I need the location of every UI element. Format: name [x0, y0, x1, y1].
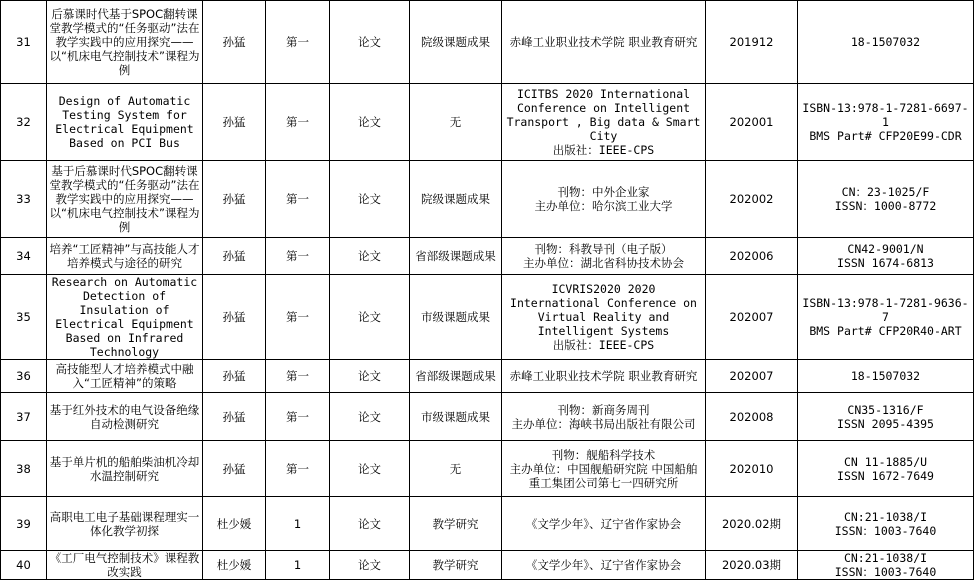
project-category-text: 市级课题成果	[421, 310, 490, 324]
publish-date-text: 202007	[729, 310, 774, 324]
row-number-text: 33	[16, 192, 31, 206]
publish-date	[706, 551, 798, 580]
paper-type-text: 论文	[358, 310, 381, 324]
paper-title-text: 基于后慕课时代SPOC翻转课堂教学模式的“任务驱动”法在教学实践中的应用探究——以“机床电气控制技术”课程为例	[49, 164, 200, 234]
row-number-text: 38	[16, 461, 31, 476]
author-rank	[266, 238, 330, 275]
publication-line: 刊物：舰船科学技术	[551, 447, 656, 462]
author-rank	[266, 360, 330, 393]
author-rank-text: 第一	[286, 310, 309, 324]
paper-title	[47, 441, 203, 497]
paper-title	[47, 360, 203, 393]
publish-date	[706, 360, 798, 393]
issn-info-line: ISSN：1003-7640	[834, 523, 937, 538]
publish-date	[706, 161, 798, 238]
author-text: 孙猛	[222, 310, 246, 324]
paper-type-text: 论文	[358, 35, 381, 49]
paper-title-text: 高技能型人才培养模式中融入“工匠精神”的策略	[55, 362, 194, 390]
project-category	[410, 238, 502, 275]
project-category	[410, 441, 502, 497]
author-rank	[266, 441, 330, 497]
author	[203, 360, 266, 393]
issn-info	[798, 1, 974, 84]
publication-line: 出版社：IEEE-CPS	[552, 338, 655, 352]
author-rank	[266, 393, 330, 441]
author-rank	[266, 551, 330, 580]
publication	[502, 161, 706, 238]
project-category	[410, 84, 502, 161]
paper-title-text: 培养“工匠精神”与高技能人才培养模式与途径的研究	[49, 242, 200, 270]
row-number	[1, 238, 47, 275]
row-number	[1, 161, 47, 238]
paper-type	[330, 1, 410, 84]
author-rank-text: 第一	[286, 115, 309, 129]
publish-date	[706, 238, 798, 275]
publish-date	[706, 84, 798, 161]
publication	[502, 551, 706, 580]
publish-date	[706, 275, 798, 360]
paper-type	[330, 161, 410, 238]
issn-info	[798, 551, 974, 580]
issn-info-line: CN42-9001/N	[847, 242, 924, 256]
paper-title-text: 基于红外技术的电气设备绝缘自动检测研究	[49, 402, 200, 431]
paper-title-text: 《工厂电气控制技术》课程教改实践	[49, 551, 200, 579]
publication	[502, 1, 706, 84]
publish-date	[706, 1, 798, 84]
table-row	[1, 551, 974, 580]
row-number-text: 35	[16, 310, 31, 324]
author-rank-text: 1	[293, 516, 302, 531]
author-text: 孙猛	[222, 35, 246, 49]
author-rank	[266, 84, 330, 161]
author-text: 孙猛	[222, 115, 246, 129]
publication-line: ICVRIS2020 2020 International Conference on Virtual Reality and Intelligent Systems	[510, 282, 697, 338]
paper-title	[47, 84, 203, 161]
author	[203, 393, 266, 441]
publication-line: 刊物：中外企业家	[557, 185, 650, 199]
issn-info	[798, 441, 974, 497]
row-number-text: 36	[16, 369, 31, 383]
paper-type	[330, 360, 410, 393]
issn-info-line: ISSN 1672-7649	[837, 468, 934, 483]
table-row	[1, 1, 974, 84]
author-rank-text: 第一	[286, 461, 309, 476]
publication-line: 主办单位：海峡书局出版社有限公司	[511, 416, 696, 431]
paper-type	[330, 393, 410, 441]
table-row	[1, 238, 974, 275]
publication-line: 赤峰工业职业技术学院 职业教育研究	[509, 35, 698, 49]
project-category-text: 市级课题成果	[421, 409, 490, 424]
publication	[502, 84, 706, 161]
paper-title-text: 高职电工电子基础课程理实一体化教学初探	[49, 509, 200, 538]
issn-info-line: ISSN 1674-6813	[837, 256, 934, 270]
publish-date	[706, 393, 798, 441]
paper-type	[330, 275, 410, 360]
project-category-text: 教学研究	[432, 558, 479, 572]
author-text: 孙猛	[222, 369, 246, 383]
author-rank	[266, 161, 330, 238]
issn-info-line: ISBN-13:978-1-7281-9636-7	[802, 296, 969, 324]
publish-date-text: 202006	[729, 249, 774, 263]
issn-info-line: BMS Part# CFP20E99-CDR	[809, 129, 962, 143]
author-text: 杜少媛	[216, 516, 252, 531]
publication-line: 赤峰工业职业技术学院 职业教育研究	[509, 369, 698, 383]
paper-type	[330, 497, 410, 551]
publish-date-text: 202008	[729, 409, 774, 424]
author-rank-text: 1	[293, 558, 302, 572]
paper-title	[47, 497, 203, 551]
author	[203, 441, 266, 497]
publication-line: 主办单位：中国舰船研究院 中国船舶重工集团公司第七一四研究所	[509, 461, 698, 490]
table-row	[1, 497, 974, 551]
author-rank	[266, 1, 330, 84]
author-rank-text: 第一	[286, 409, 309, 424]
issn-info-line: 18-1507032	[850, 35, 921, 49]
publish-date-text: 202001	[729, 115, 774, 129]
publication-line: 《文学少年》、辽宁省作家协会	[525, 558, 682, 572]
publication	[502, 360, 706, 393]
issn-info-line: ISSN：1003-7640	[834, 565, 937, 579]
project-category	[410, 1, 502, 84]
publication-line: 《文学少年》、辽宁省作家协会	[525, 516, 682, 531]
project-category-text: 院级课题成果	[421, 192, 490, 206]
author	[203, 238, 266, 275]
issn-info-line: CN 11-1885/U	[843, 454, 928, 469]
publish-date	[706, 441, 798, 497]
row-number-text: 40	[16, 558, 31, 572]
issn-info-line: CN:21-1038/I	[843, 551, 928, 565]
issn-info-line: CN：23-1025/F	[841, 185, 930, 199]
author-rank-text: 第一	[286, 192, 309, 206]
publish-date-text: 2020.02期	[721, 516, 782, 531]
paper-title-text: 后慕课时代基于SPOC翻转课堂教学模式的“任务驱动”法在教学实践中的应用探究——以“机床电气控制技术”课程为例	[49, 7, 200, 77]
project-category-text: 教学研究	[432, 516, 479, 531]
row-number-text: 31	[16, 35, 31, 49]
author-text: 孙猛	[222, 249, 246, 263]
publication	[502, 441, 706, 497]
publish-date-text: 201912	[729, 35, 774, 49]
table-body	[1, 1, 974, 580]
paper-title	[47, 393, 203, 441]
table-row	[1, 441, 974, 497]
paper-type-text: 论文	[358, 369, 381, 383]
row-number-text: 37	[16, 409, 31, 424]
paper-title	[47, 551, 203, 580]
paper-type	[330, 551, 410, 580]
project-category-text: 省部级课题成果	[415, 369, 496, 383]
row-number	[1, 275, 47, 360]
publish-date-text: 202010	[729, 461, 774, 476]
issn-info	[798, 360, 974, 393]
issn-info	[798, 161, 974, 238]
paper-title	[47, 1, 203, 84]
publication-line: 主办单位：湖北省科协技术协会	[523, 256, 684, 270]
row-number-text: 34	[16, 249, 31, 263]
project-category	[410, 551, 502, 580]
publication-line: 出版社：IEEE-CPS	[552, 143, 655, 157]
author-text: 孙猛	[222, 192, 246, 206]
project-category	[410, 393, 502, 441]
author	[203, 161, 266, 238]
issn-info	[798, 84, 974, 161]
author	[203, 84, 266, 161]
publication	[502, 393, 706, 441]
author-text: 孙猛	[222, 461, 246, 476]
issn-info	[798, 497, 974, 551]
issn-info-line: CN35-1316/F	[847, 402, 924, 417]
paper-type-text: 论文	[358, 192, 381, 206]
row-number	[1, 551, 47, 580]
table-row	[1, 360, 974, 393]
issn-info-line: CN:21-1038/I	[843, 509, 928, 524]
author	[203, 275, 266, 360]
publication	[502, 497, 706, 551]
paper-title	[47, 238, 203, 275]
row-number	[1, 497, 47, 551]
publish-date-text: 2020.03期	[721, 558, 782, 572]
author	[203, 1, 266, 84]
author-rank-text: 第一	[286, 249, 309, 263]
paper-type-text: 论文	[358, 409, 381, 424]
row-number	[1, 393, 47, 441]
project-category-text: 院级课题成果	[421, 35, 490, 49]
publication-line: 主办单位：哈尔滨工业大学	[534, 199, 673, 213]
row-number-text: 32	[16, 115, 31, 129]
paper-type	[330, 441, 410, 497]
publication	[502, 275, 706, 360]
issn-info-line: ISBN-13:978-1-7281-6697-1	[802, 101, 969, 129]
row-number	[1, 1, 47, 84]
issn-info	[798, 393, 974, 441]
row-number-text: 39	[16, 516, 31, 531]
author-text: 孙猛	[222, 409, 246, 424]
author	[203, 551, 266, 580]
issn-info	[798, 238, 974, 275]
publication-line: 刊物：新商务周刊	[557, 402, 650, 417]
table-row	[1, 393, 974, 441]
issn-info-line: BMS Part# CFP20R40-ART	[809, 324, 962, 338]
project-category	[410, 360, 502, 393]
author-rank-text: 第一	[286, 35, 309, 49]
paper-type-text: 论文	[358, 249, 381, 263]
project-category	[410, 275, 502, 360]
paper-title	[47, 275, 203, 360]
issn-info-line: ISSN：1000-8772	[834, 199, 937, 213]
project-category-text: 无	[449, 115, 462, 129]
paper-title-text: Research on Automatic Detection of Insulation of Electrical Equipment Based on Infrared Technology	[51, 275, 198, 359]
publish-date-text: 202007	[729, 369, 774, 383]
paper-type	[330, 84, 410, 161]
paper-title-text: Design of Automatic Testing System for Electrical Equipment Based on PCI Bus	[55, 94, 194, 150]
publication	[502, 238, 706, 275]
paper-type-text: 论文	[358, 461, 381, 476]
project-category-text: 无	[449, 461, 462, 476]
paper-title	[47, 161, 203, 238]
paper-type-text: 论文	[358, 115, 381, 129]
project-category-text: 省部级课题成果	[415, 249, 496, 263]
issn-info	[798, 275, 974, 360]
author-rank	[266, 275, 330, 360]
paper-type-text: 论文	[358, 558, 381, 572]
table-row	[1, 275, 974, 360]
publish-date	[706, 497, 798, 551]
table-row	[1, 161, 974, 238]
author-rank	[266, 497, 330, 551]
issn-info-line: 18-1507032	[850, 369, 921, 383]
author	[203, 497, 266, 551]
paper-type-text: 论文	[358, 516, 381, 531]
project-category	[410, 161, 502, 238]
issn-info-line: ISSN 2095-4395	[837, 416, 934, 431]
row-number	[1, 84, 47, 161]
table-row	[1, 84, 974, 161]
publication-line: 刊物：科教导刊（电子版）	[534, 242, 673, 256]
row-number	[1, 441, 47, 497]
project-category	[410, 497, 502, 551]
publish-date-text: 202002	[729, 192, 774, 206]
author-rank-text: 第一	[286, 369, 309, 383]
publication-line: ICITBS 2020 International Conference on Intelligent Transport , Big data & Smart City	[506, 87, 701, 143]
row-number	[1, 360, 47, 393]
paper-type	[330, 238, 410, 275]
paper-title-text: 基于单片机的船舶柴油机冷却水温控制研究	[49, 454, 200, 483]
author-text: 杜少媛	[216, 558, 252, 572]
